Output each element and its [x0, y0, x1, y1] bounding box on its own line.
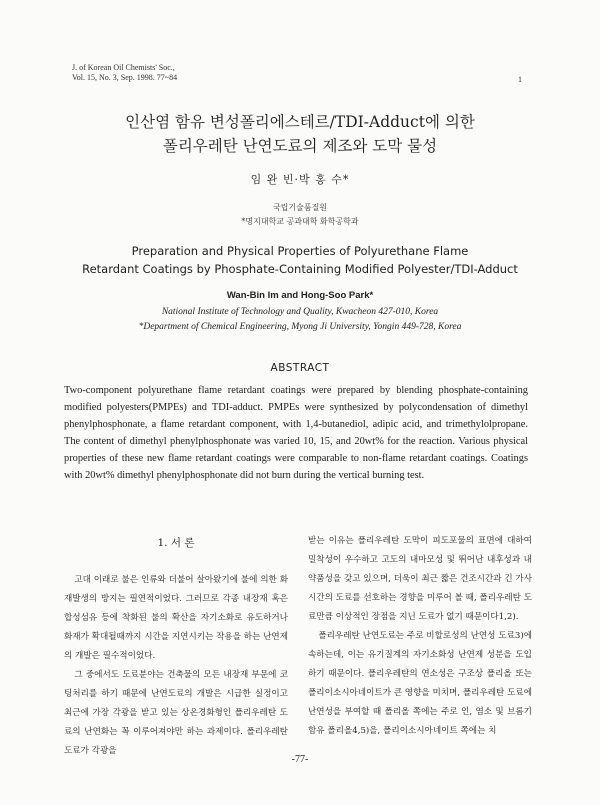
abstract-body: Two-component polyurethane flame retardant coatings were prepared by blending phosphate-containing modified polyesters(PMPEs) and TDI-adduct. PMPEs were synthesized by polycondensation of dimethyl phenylphosphonate, a flame retardant component, with 1,4-butanediol, adipic acid, and trimethylolpropane. The content of dimethyl phenylphosphonate was varied 10, 15, and 20wt% for the reaction. Various physical properties of these new flame retardant coatings were comparable to non-flame retardant coatings. Coatings with 20wt% dimethyl phenylphosphonate did not burn during the vertical burning test.: [64, 385, 528, 481]
left-column: [64, 571, 288, 761]
korean-affiliation-2: *명지대학교 공과대학 화학공학과: [241, 217, 359, 226]
english-affiliations: [0, 305, 600, 335]
abstract-heading: ABSTRACT: [270, 362, 330, 374]
english-title-line-2: Retardant Coatings by Phosphate-Containing Modified Polyester/TDI-Adduct: [82, 262, 518, 276]
footer-page-number: -77-: [291, 754, 309, 765]
paragraph: 고대 이래로 불은 인류와 더불어 살아왔기에 불에 의한 화재발생의 방지는 필연적이었다. 그러므로 각종 내장재 혹은 합성섬유 등에 착화된 불의 확산을 자기소화로 유도하거나 화재가 확대될때까지 시간을 지연시키는 작용을 하는 난연제의 개발은 필수적이었다.: [64, 575, 288, 661]
journal-name: J. of Korean Oil Chemists' Soc.,: [72, 63, 175, 72]
section-heading: 1. 서 론: [157, 537, 195, 549]
korean-affiliation-1: 국립기술품질원: [272, 203, 328, 212]
right-column: [308, 532, 532, 741]
english-authors: Wan-Bin Im and Hong-Soo Park*: [226, 290, 374, 301]
page-number: 1: [518, 75, 522, 84]
paragraph: 그 중에서도 도료분야는 건축물의 모든 내장재 부문에 코팅처리를 하기 때문에 난연도료의 개발은 시급한 실정이고 최근에 가장 각광을 받고 있는 상온경화형인 폴리우레탄 도료의 난연화는 꼭 이루어져야만 하는 과제이다. 폴리우레탄 도료가 각광을: [64, 670, 288, 756]
english-title-line-1: Preparation and Physical Properties of Polyurethane Flame: [131, 244, 469, 258]
korean-title-line-1: 인산염 함유 변성폴리에스테르/TDI-Adduct에 의한: [125, 113, 475, 131]
korean-title-line-2: 폴리우레탄 난연도료의 제조와 도막 물성: [162, 137, 438, 155]
english-affiliation-1: National Institute of Technology and Quality, Kwacheon 427-010, Korea: [161, 307, 439, 317]
korean-affiliations: [0, 201, 600, 229]
paragraph: 폴리우레탄 난연도료는 주로 비할로성의 난연성 도료3)에 속하는데, 이는 유기질계의 자기소화성 난연제 성분을 도입하기 때문이다. 폴리우레탄의 연소성은 구조상 폴리올 또는 폴리이소시아네이트가 큰 영향을 미치며, 폴리우레탄 도료에 난연성을 부여할 때 폴리올 쪽에는 주로 인, 염소 및 브롬기 함유 폴리올4,5)을, 폴리이소시아네이트 쪽에는 치: [308, 631, 532, 736]
journal-volume: Vol. 15, No. 3, Sep. 1998. 77~84: [72, 73, 178, 82]
english-affiliation-2: *Department of Chemical Engineering, Myong Ji University, Yongin 449-728, Korea: [138, 322, 462, 332]
journal-citation: [72, 63, 177, 83]
korean-authors: 임 완 빈·박 홍 수*: [250, 173, 350, 186]
english-title: [0, 242, 600, 278]
paragraph: 받는 이유는 폴리우레탄 도막이 피도포물의 표면에 대하여 밀착성이 우수하고 고도의 내마모성 및 뛰어난 내후성과 내약품성을 갖고 있으며, 더욱이 최근 짧은 건조시간과 긴 가사시간의 도료를 선호하는 경향을 미루어 볼 때, 폴리우레탄 도료만큼 이상적인 장점을 지닌 도료가 없기 때문이다1,2).: [308, 536, 532, 622]
korean-title: [0, 110, 600, 158]
